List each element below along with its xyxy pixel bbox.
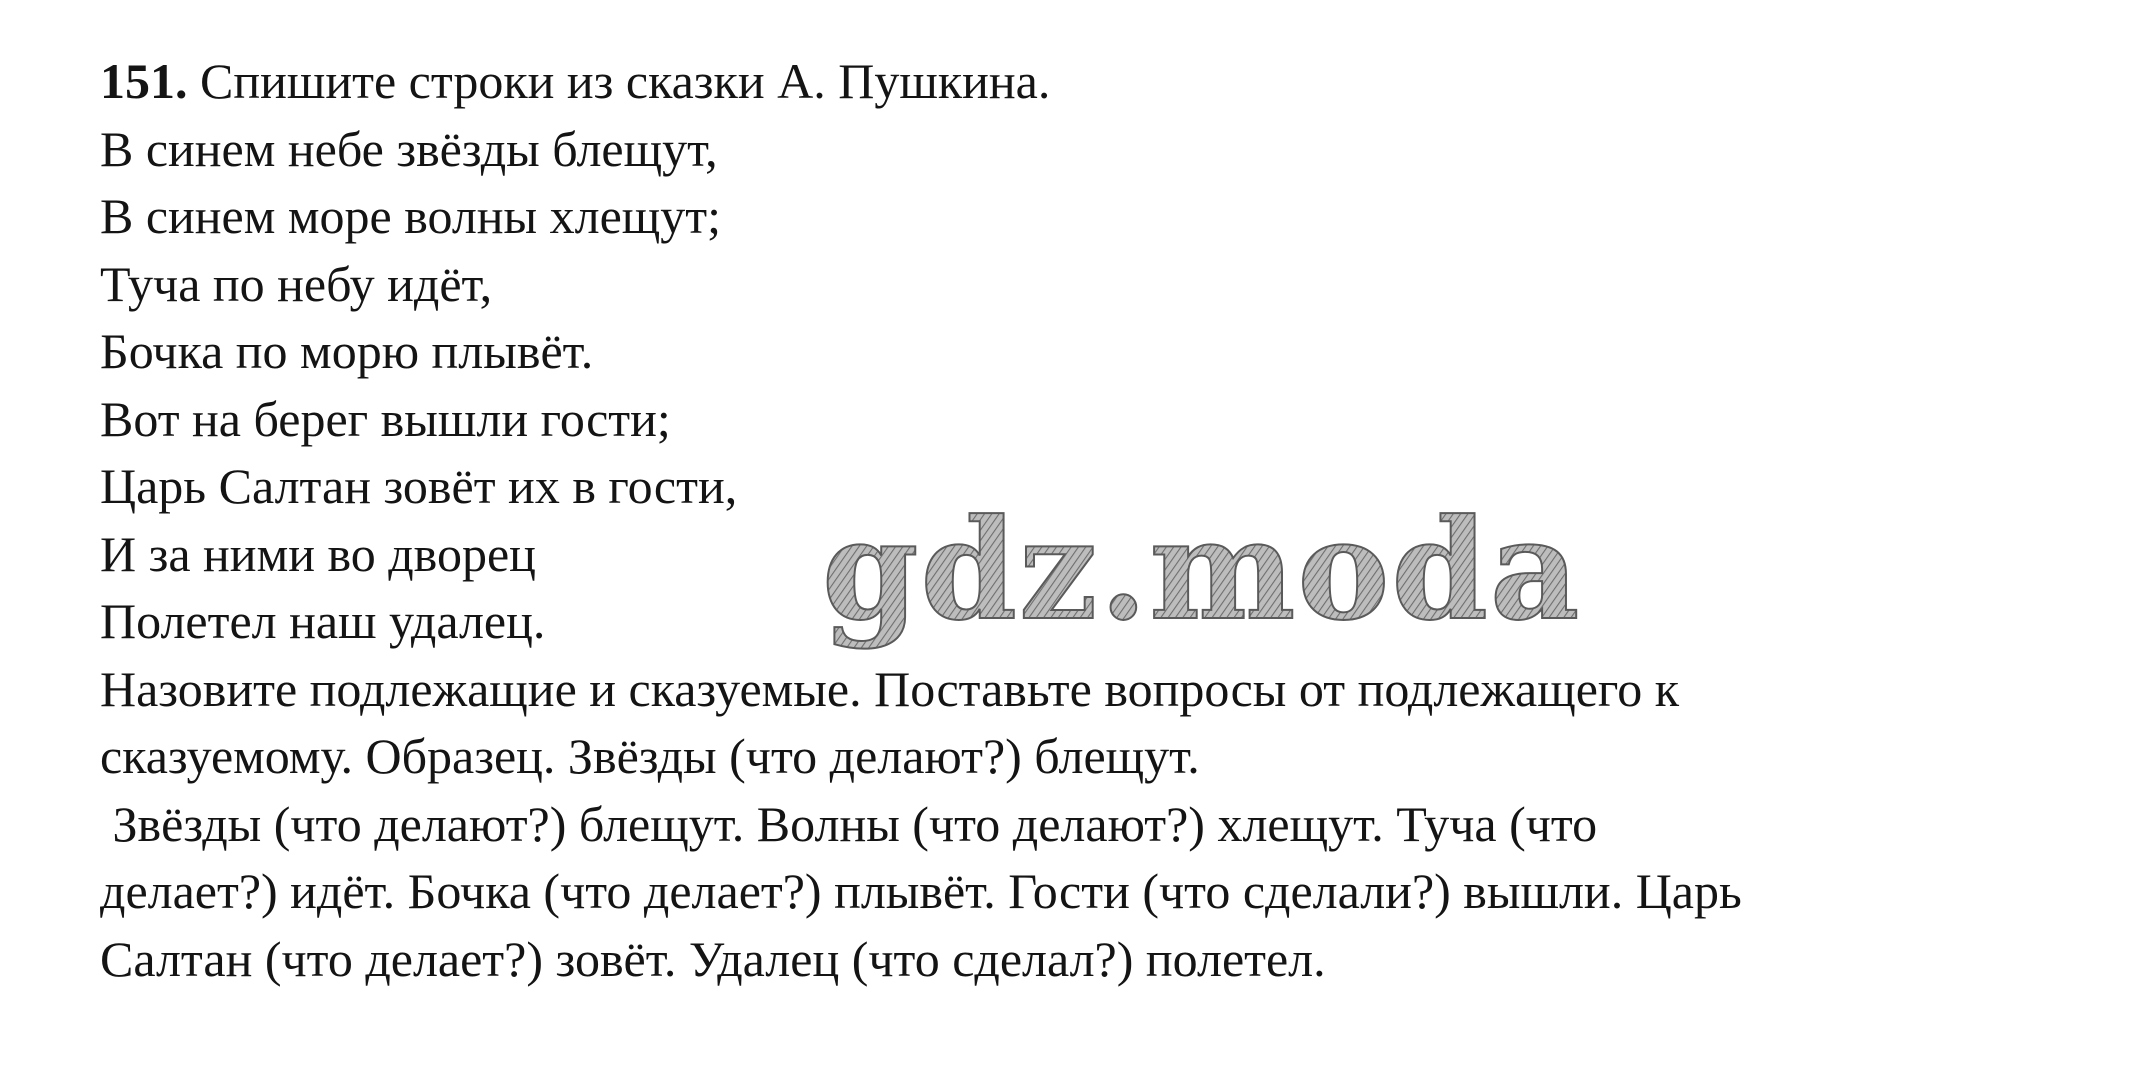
answer-line: Салтан (что делает?) зовёт. Удалец (что сделал?) полетел. bbox=[100, 930, 1326, 987]
watermark-text: gdz.moda bbox=[822, 488, 1582, 651]
poem-line: В синем небе звёзды блещут, bbox=[100, 120, 718, 177]
poem-line: Вот на берег вышли гости; bbox=[100, 390, 671, 447]
task-line: Назовите подлежащие и сказуемые. Поставьте вопросы от подлежащего к bbox=[100, 660, 1679, 717]
task-instructions bbox=[100, 656, 2140, 791]
poem-line: Царь Салтан зовёт их в гости, bbox=[100, 458, 738, 514]
answer-line: делает?) идёт. Бочка (что делает?) плывёт. Гости (что сделали?) вышли. Царь bbox=[100, 863, 1742, 919]
poem-line: И за ними во дворец bbox=[100, 525, 536, 582]
poem-line: Бочка по морю плывёт. bbox=[100, 323, 594, 379]
poem-line: Туча по небу идёт, bbox=[100, 255, 493, 312]
poem-line: Полетел наш удалец. bbox=[100, 593, 546, 649]
exercise-title: Спишите строки из сказки А. Пушкина. bbox=[200, 53, 1051, 109]
poem-line: В синем море волны хлещут; bbox=[100, 188, 722, 244]
answer-text bbox=[100, 791, 2140, 994]
exercise-number: 151. bbox=[100, 53, 188, 109]
exercise-header bbox=[100, 48, 2140, 116]
task-line: сказуемому. Образец. Звёзды (что делают?) блещут. bbox=[100, 728, 1200, 784]
answer-line: Звёзды (что делают?) блещут. Волны (что делают?) хлещут. Туча (что bbox=[100, 795, 1598, 852]
watermark-logo bbox=[818, 488, 1582, 660]
